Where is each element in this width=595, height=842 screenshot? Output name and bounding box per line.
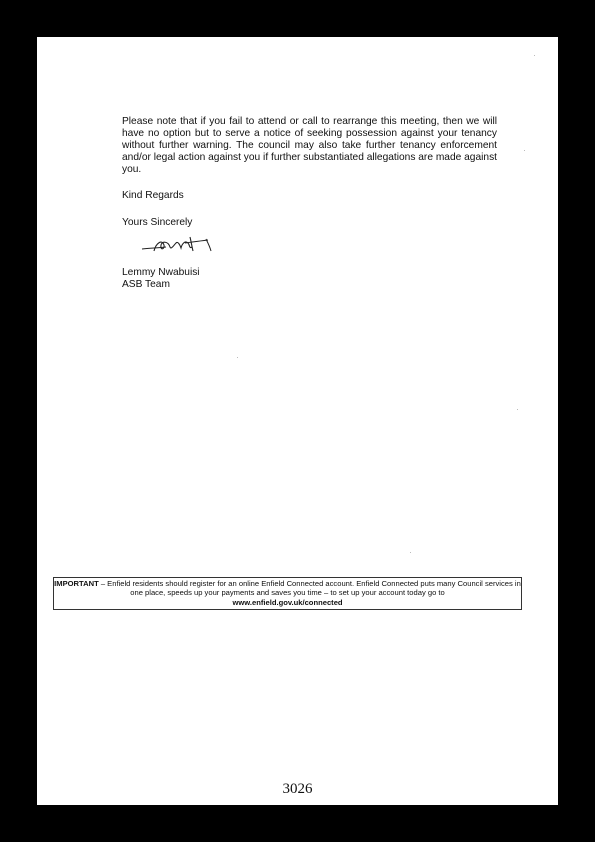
page-number: 3026 bbox=[282, 781, 313, 797]
scan-speck bbox=[534, 55, 535, 56]
handwritten-signature bbox=[140, 227, 220, 261]
kind-regards: Kind Regards bbox=[122, 190, 184, 201]
signer-team: ASB Team bbox=[122, 279, 170, 290]
yours-sincerely: Yours Sincerely bbox=[122, 217, 193, 228]
signer-name: Lemmy Nwabuisi bbox=[122, 267, 200, 278]
connected-link[interactable]: www.enfield.gov.uk/connected bbox=[232, 597, 343, 607]
signer-block bbox=[122, 267, 200, 291]
scan-speck bbox=[237, 357, 238, 358]
warning-paragraph: Please note that if you fail to attend or call to rearrange this meeting, then we will have no option but to serve a notice of seeking possession against your tenancy without further warning. The council may also take further tenancy enforcement and/or legal action against you if further substantiated allegations are made against you. bbox=[122, 116, 497, 175]
document-page bbox=[37, 37, 558, 805]
important-label: IMPORTANT bbox=[54, 579, 99, 588]
scan-speck bbox=[524, 150, 525, 151]
scan-speck bbox=[410, 552, 411, 553]
scan-speck bbox=[517, 409, 518, 410]
important-notice-box bbox=[53, 577, 522, 610]
letter-body bbox=[122, 116, 497, 176]
notice-text: – Enfield residents should register for an online Enfield Connected account. Enfield Connected puts many Council services in one place, speeds up your payments and saves you time – to set up your account today go to bbox=[98, 579, 521, 598]
